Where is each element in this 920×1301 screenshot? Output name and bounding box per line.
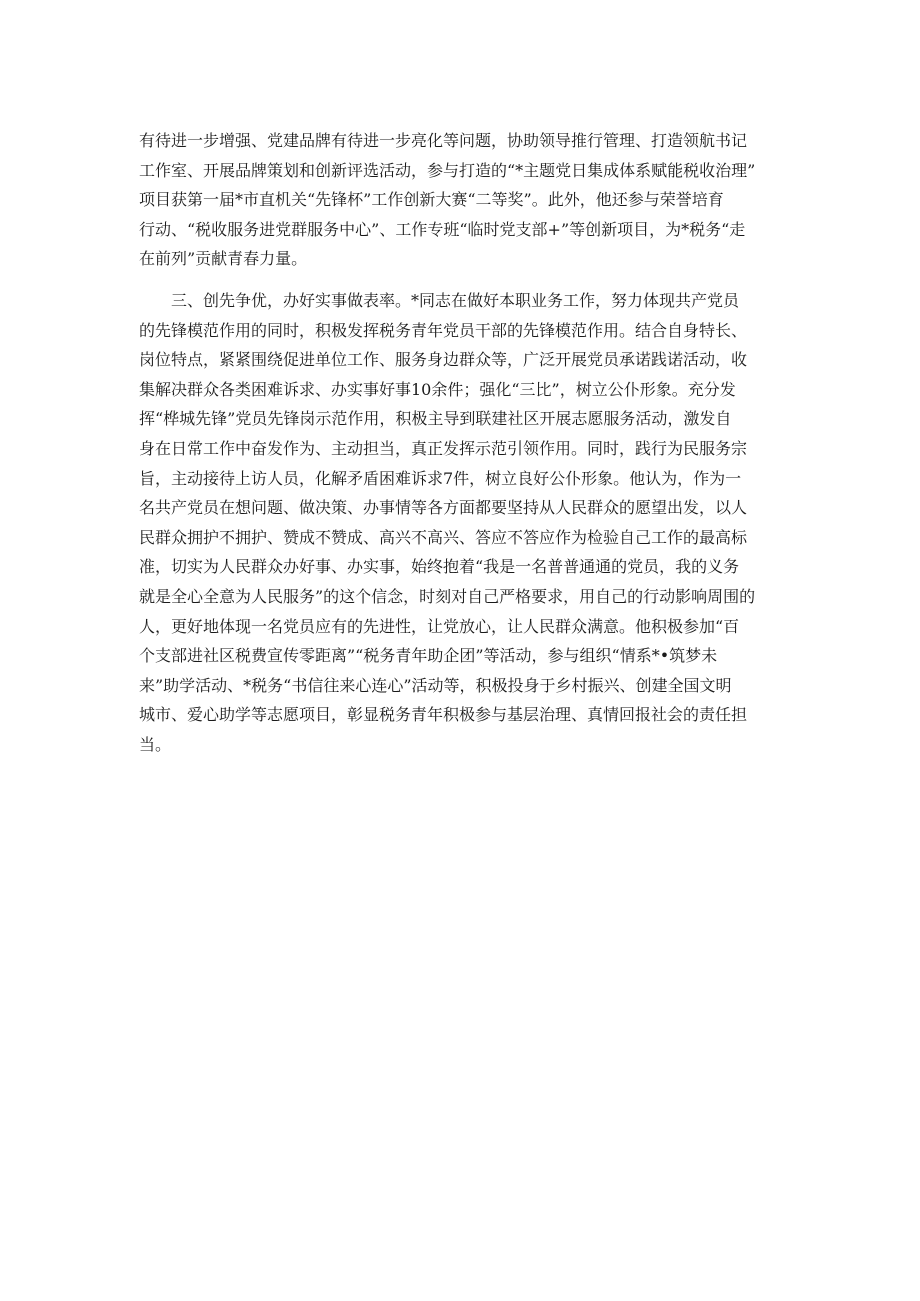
text-line: 人，更好地体现一名党员应有的先进性，让党放心，让人民群众满意。他积极参加“百: [139, 616, 740, 636]
text-line: 的先锋模范作用的同时，积极发挥税务青年党员干部的先锋模范作用。结合自身特长、: [139, 320, 748, 340]
paragraph-section-three: [139, 286, 794, 760]
text-line: 个支部进社区税费宣传零距离”“税务青年助企团”等活动，参与组织“情系*•筑梦未: [139, 646, 718, 666]
text-line: 挥“桦城先锋”党员先锋岗示范作用，积极主导到联建社区开展志愿服务活动，激发自: [139, 409, 732, 429]
text-line: 身在日常工作中奋发作为、主动担当，真正发挥示范引领作用。同时，践行为民服务宗: [139, 438, 748, 458]
text-line: 城市、爱心助学等志愿项目，彰显税务青年积极参与基层治理、真情回报社会的责任担: [139, 705, 748, 725]
text-line: 名共产党员在想问题、做决策、办事情等各方面都要坚持从人民群众的愿望出发，以人: [139, 498, 748, 518]
text-line: 三、创先争优，办好实事做表率。*同志在做好本职业务工作，努力体现共产党员: [171, 290, 740, 310]
text-line: 准，切实为人民群众办好事、办实事，始终抱着“我是一名普普通通的党员，我的义务: [139, 557, 740, 577]
text-line: 在前列”贡献青春力量。: [139, 249, 308, 269]
text-line: 民群众拥护不拥护、赞成不赞成、高兴不高兴、答应不答应作为检验自己工作的最高标: [139, 527, 748, 547]
paragraph-continuation: [139, 126, 794, 274]
text-line: 项目获第一届*市直机关“先锋杯”工作创新大赛“二等奖”。此外，他还参与荣誉培育: [139, 190, 724, 210]
document-body: [139, 126, 794, 759]
text-line: 就是全心全意为人民服务”的这个信念，时刻对自己严格要求，用自己的行动影响周围的: [139, 586, 756, 606]
text-line: 有待进一步增强、党建品牌有待进一步亮化等问题，协助领导推行管理、打造领航书记: [139, 131, 748, 150]
text-line: 旨，主动接待上访人员，化解矛盾困难诉求7件，树立良好公仆形象。他认为，作为一: [139, 468, 742, 488]
text-line: 行动、“税收服务进党群服务中心”、工作专班“临时党支部+”等创新项目，为*税务“走: [139, 219, 746, 239]
text-line: 岗位特点，紧紧围绕促进单位工作、服务身边群众等，广泛开展党员承诺践诺活动，收: [139, 350, 748, 370]
text-line: 集解决群众各类困难诉求、办实事好事10余件；强化“三比”，树立公仆形象。充分发: [139, 379, 736, 399]
text-line: 工作室、开展品牌策划和创新评选活动，参与打造的“*主题党日集成体系赋能税收治理”: [139, 160, 756, 180]
text-line: 来”助学活动、*税务“书信往来心连心”活动等，积极投身于乡村振兴、创建全国文明: [139, 675, 732, 695]
paragraph-spacer: [139, 274, 794, 286]
text-line: 当。: [139, 734, 172, 754]
